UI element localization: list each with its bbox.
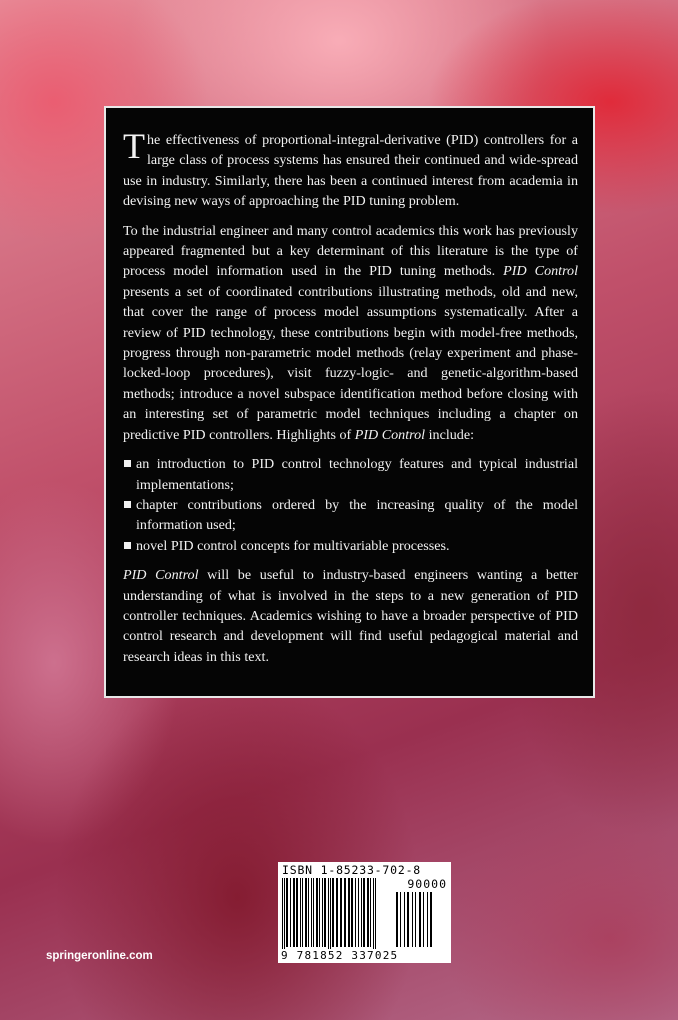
barcode-addon-bar [400, 892, 401, 947]
book-title-inline: PID Control [123, 567, 199, 584]
book-title-inline: PID Control [503, 263, 578, 280]
list-item-text: chapter contributions ordered by the increasing quality of the model information used; [136, 496, 578, 534]
isbn-label: ISBN 1-85233-702-8 [282, 863, 422, 877]
barcode-bar [286, 878, 288, 947]
list-item [123, 536, 578, 556]
barcode-bar [358, 878, 359, 947]
barcode-addon-bar [396, 892, 398, 947]
barcode-bar [332, 878, 334, 947]
list-item [123, 454, 578, 495]
square-bullet-icon [124, 542, 131, 549]
barcode-addon-bar [427, 892, 428, 947]
barcode-bar [340, 878, 342, 947]
barcode-addon-bar [404, 892, 405, 947]
barcode-bar [302, 878, 303, 947]
barcode-bar [300, 878, 301, 947]
barcode-bar [282, 878, 283, 953]
barcode-bar [344, 878, 346, 947]
barcode-bar [293, 878, 295, 947]
intro-text: he effectiveness of proportional-integral-derivative (PID) controllers for a large class of process systems has ensured their continued and wide-spread use in industry. Similarly, there has been a continued interest from academia in devising new ways of approaching the PID tuning problem. [123, 132, 578, 210]
barcode-bar [328, 878, 329, 953]
intro-paragraph [123, 126, 578, 212]
description-paragraph [123, 221, 578, 445]
barcode-addon-bar [407, 892, 409, 947]
barcode-addon-bar [412, 892, 413, 947]
barcode-digits: 9 781852 337025 [281, 949, 399, 962]
barcode-bar [319, 878, 320, 947]
barcode-bar [330, 878, 331, 953]
drop-cap: T [123, 126, 145, 166]
barcode-bar [308, 878, 309, 947]
barcode-addon-bar [419, 892, 421, 947]
isbn-barcode [278, 862, 451, 963]
barcode-bar [363, 878, 365, 947]
description-text-a: To the industrial engineer and many control academics this work has previously appeared fragmented but a key determinant of this literature is the type of process model information used in the PID tuning methods. [123, 222, 578, 280]
barcode-bar [324, 878, 326, 947]
barcode-bar [361, 878, 362, 947]
publisher-website: springeronline.com [46, 950, 153, 962]
price-code: 90000 [407, 877, 447, 891]
barcode-bar [370, 878, 371, 947]
barcode-addon-bar [415, 892, 416, 947]
list-item-text: novel PID control concepts for multivariable processes. [136, 537, 450, 554]
barcode-bar [322, 878, 323, 947]
barcode-bar [367, 878, 369, 947]
barcode-bar [375, 878, 376, 953]
barcode-addon-bar [423, 892, 424, 947]
barcode-bar [355, 878, 356, 947]
barcode-bar [336, 878, 338, 947]
list-item [123, 495, 578, 536]
back-cover-blurb [104, 106, 595, 698]
closing-paragraph [123, 565, 578, 667]
list-item-text: an introduction to PID control technology features and typical industrial implementations; [136, 456, 578, 493]
square-bullet-icon [124, 460, 131, 467]
barcode-bar [316, 878, 318, 947]
barcode-addon-bar [430, 892, 432, 947]
barcode-bar [311, 878, 312, 947]
barcode-bar [296, 878, 298, 947]
description-text-c: include: [425, 426, 475, 443]
barcode-bar [373, 878, 374, 953]
barcode-bar [348, 878, 350, 947]
highlights-list [123, 454, 578, 556]
barcode-bar [305, 878, 307, 947]
closing-text: will be useful to industry-based engineers wanting a better understanding of what is involved in the steps to a new generation of PID controller techniques. Academics wishing to have a broader perspective of PID control research and development will find useful pedagogical material and research ideas in this text. [123, 567, 578, 665]
barcode-bar [313, 878, 314, 947]
barcode-bar [284, 878, 285, 953]
book-title-inline: PID Control [354, 426, 426, 443]
square-bullet-icon [124, 501, 131, 508]
description-text-b: presents a set of coordinated contributions illustrating methods, old and new, that cover the range of process model assumptions systematically. After a review of PID technology, these contributions begin with model-free methods, progress through non-parametric model methods (relay experiment and phase-locked-loop procedures), visit fuzzy-logic- and genetic-algorithm-based methods; introduce a novel subspace identification method before closing with an interesting set of parametric model techniques including a chapter on predictive PID controllers. Highlights of [123, 283, 578, 443]
barcode-bar [351, 878, 353, 947]
barcode-bar [290, 878, 291, 947]
